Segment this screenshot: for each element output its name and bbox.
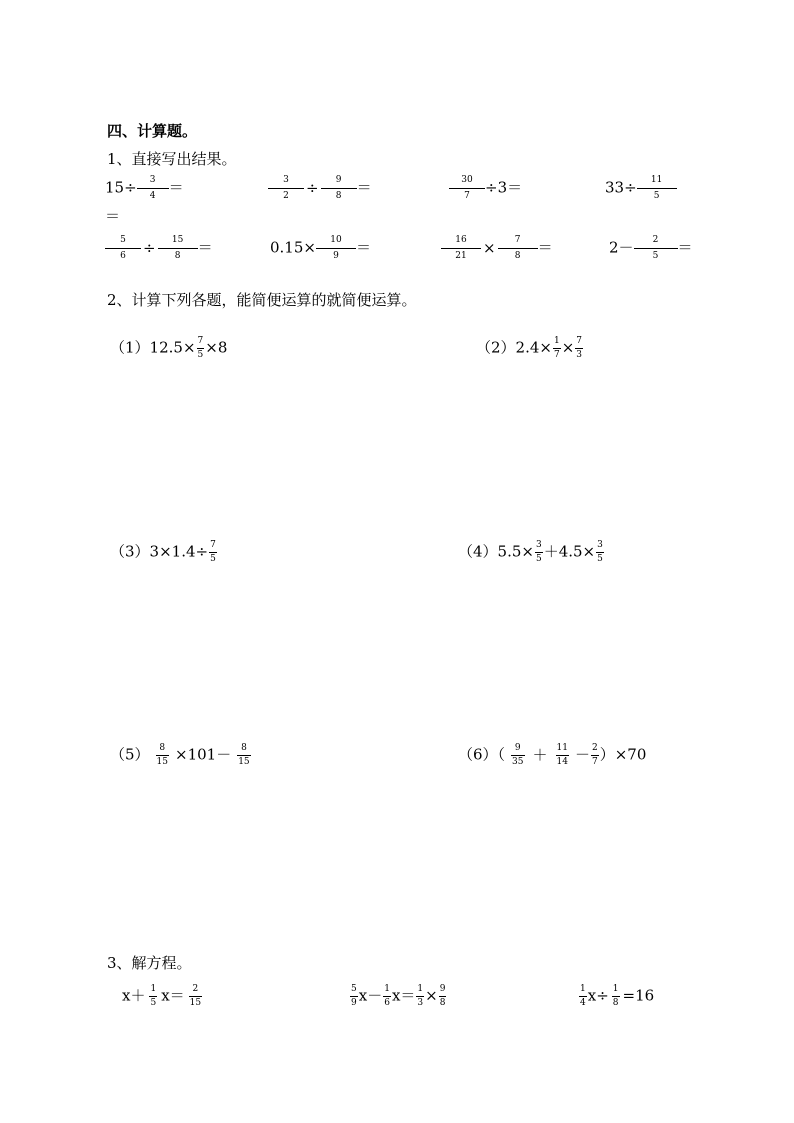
fraction: $\frac{1}{7}$: [553, 336, 560, 360]
text: ÷3＝: [485, 178, 523, 197]
q1-r2-b: [270, 236, 371, 261]
q1-title: 1、直接写出结果。: [107, 150, 237, 168]
operator: －: [574, 745, 590, 764]
text: （3）3×1.4÷: [110, 542, 209, 561]
q3-title: 3、解方程。: [107, 954, 192, 972]
fraction: $\frac{30}{7}$: [449, 176, 485, 201]
text: x＋: [122, 986, 146, 1005]
operator: ×: [425, 986, 438, 1005]
text: ×8: [205, 338, 228, 357]
q1-r1-b: [268, 176, 372, 201]
fraction: $\frac{9}{8}$: [439, 984, 446, 1008]
q2-problem-6: [458, 744, 646, 767]
equals: ＝: [677, 238, 693, 257]
q3-equation-3: [578, 985, 654, 1008]
fraction: $\frac{8}{15}$: [156, 743, 168, 767]
fraction: $\frac{1}{3}$: [417, 984, 424, 1008]
fraction: $\frac{1}{4}$: [580, 984, 586, 1008]
text: （1）12.5×: [110, 338, 196, 357]
equals: ＝: [356, 178, 372, 197]
fraction: $\frac{10}{9}$: [316, 236, 356, 261]
text: （6）（: [458, 745, 506, 764]
text: x＝: [161, 986, 185, 1005]
text: （4）5.5×: [458, 542, 534, 561]
fraction: $\frac{9}{35}$: [512, 743, 524, 767]
text: x－: [358, 986, 383, 1005]
fraction: $\frac{1}{8}$: [612, 984, 619, 1008]
fraction: $\frac{2}{7}$: [591, 743, 598, 767]
fraction: $\frac{7}{8}$: [498, 236, 538, 261]
operator: ÷: [306, 178, 319, 197]
q2-problem-3: [110, 541, 218, 564]
operator: ＋: [532, 745, 548, 764]
text: 2－: [609, 238, 634, 257]
text: 0.15×: [270, 238, 316, 257]
text: 33÷: [605, 178, 637, 197]
fraction: $\frac{1}{6}$: [384, 984, 390, 1008]
text: ＋4.5×: [543, 542, 596, 561]
fraction: $\frac{16}{21}$: [441, 236, 481, 261]
text: ×: [561, 338, 575, 357]
q1-r2-a: [105, 236, 213, 261]
fraction: $\frac{11}{5}$: [637, 176, 677, 201]
fraction: $\frac{7}{3}$: [576, 336, 583, 360]
q2-problem-5: [110, 744, 257, 767]
q1-r1-d: [605, 176, 677, 201]
text: x÷: [587, 986, 609, 1005]
fraction: $\frac{3}{4}$: [137, 176, 169, 201]
q2-title: 2、计算下列各题，能简便运算的就简便运算。: [107, 291, 417, 309]
fraction: $\frac{2}{15}$: [189, 984, 202, 1008]
fraction: $\frac{11}{14}$: [556, 743, 568, 767]
fraction: $\frac{1}{5}$: [150, 984, 157, 1008]
q1-r1-a: [105, 176, 184, 201]
q3-equation-1: [122, 985, 206, 1008]
q2-problem-4: [458, 541, 605, 564]
text: x＝: [391, 986, 416, 1005]
q2-problem-2: [476, 337, 584, 360]
text: =16: [622, 986, 655, 1005]
fraction: $\frac{2}{5}$: [634, 236, 678, 261]
text: （2）2.4×: [476, 338, 552, 357]
fraction: $\frac{9}{8}$: [321, 176, 357, 201]
fraction: $\frac{7}{5}$: [197, 336, 204, 360]
q1-r2-d: [609, 236, 693, 261]
fraction: $\frac{15}{8}$: [158, 236, 198, 261]
text: ×101－: [175, 745, 232, 764]
fraction: $\frac{5}{9}$: [351, 984, 357, 1008]
section-title: 四、计算题。: [107, 122, 198, 140]
q1-r1-a-wrap: ＝: [105, 207, 121, 225]
equals: ＝: [168, 178, 184, 197]
q2-problem-1: [110, 337, 227, 360]
equals: ＝: [355, 238, 371, 257]
equals: ＝: [537, 238, 553, 257]
fraction: $\frac{3}{5}$: [597, 540, 603, 564]
text: ）×70: [599, 745, 647, 764]
q1-r1-c: [449, 176, 522, 201]
q1-r2-c: [441, 236, 553, 261]
operator: ÷: [143, 238, 156, 257]
fraction: $\frac{5}{6}$: [105, 236, 141, 261]
text: 15÷: [105, 178, 137, 197]
fraction: $\frac{7}{5}$: [210, 540, 216, 564]
q3-equation-2: [349, 985, 447, 1008]
operator: ×: [483, 238, 496, 257]
fraction: $\frac{3}{5}$: [535, 540, 542, 564]
equals: ＝: [197, 238, 213, 257]
text: （5）: [110, 745, 150, 764]
fraction: $\frac{3}{2}$: [268, 176, 304, 201]
fraction: $\frac{8}{15}$: [238, 743, 250, 767]
